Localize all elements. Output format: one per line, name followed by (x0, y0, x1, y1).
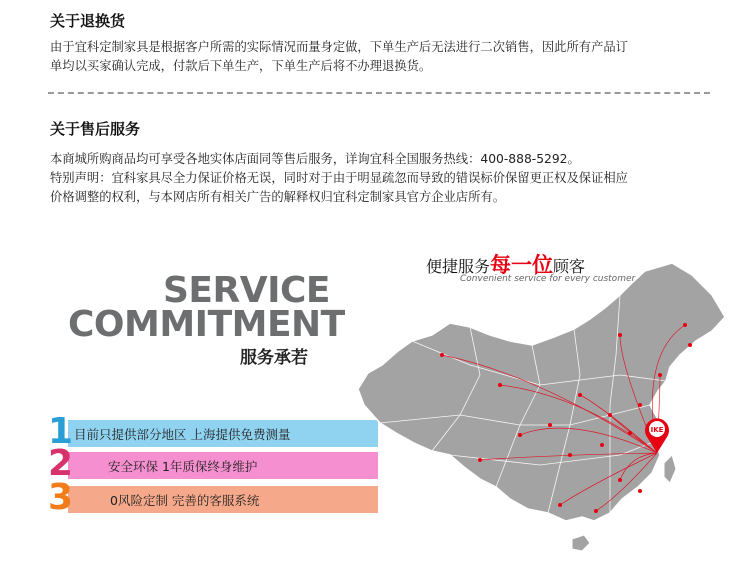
after-sales-title: 关于售后服务 (50, 120, 141, 138)
taiwan-island-shape (664, 455, 676, 483)
hainan-island-shape (572, 535, 590, 551)
return-policy-line: 单均以买家确认完成，付款后下单生产，下单生产后将不办理退换货。 (50, 59, 432, 73)
city-dot (600, 443, 604, 447)
commitment-number: 2 (48, 443, 74, 484)
commitment-number: 1 (48, 411, 74, 452)
section-divider (48, 92, 710, 94)
china-service-map (320, 255, 750, 588)
city-dot (608, 413, 612, 417)
city-dot (618, 333, 622, 337)
city-dot (638, 403, 642, 407)
after-sales-line: 本商城所购商品均可享受各地实体店面同等售后服务，详询宜科全国服务热线：400-888-5292。 (50, 152, 580, 166)
commitment-text: 安全环保 1年质保终身维护 (108, 459, 258, 474)
city-dot (498, 383, 502, 387)
return-policy-text (50, 38, 710, 76)
city-dot (518, 433, 522, 437)
city-dot (478, 458, 482, 462)
city-dot (658, 373, 662, 377)
map-subtitle: Convenient service for every customer (460, 274, 636, 284)
map-title-post: 顾客 (553, 257, 586, 276)
after-sales-line: 价格调整的权利，与本网店所有相关广告的解释权归宜科定制家具官方企业店所有。 (50, 190, 505, 204)
city-dot (578, 393, 582, 397)
city-dot (558, 503, 562, 507)
commitment-text: 目前只提供部分地区 上海提供免费测量 (74, 427, 291, 442)
city-dot (628, 431, 632, 435)
city-dot (548, 423, 552, 427)
after-sales-line: 特别声明：宜科家具尽全力保证价格无误，同时对于由于明显疏忽而导致的错误标价保留更正权及保证相应 (50, 171, 628, 185)
pin-label: IKE (650, 426, 664, 434)
commitment-text: 0风险定制 完善的客服系统 (110, 493, 260, 508)
city-dot (618, 478, 622, 482)
city-dot (594, 509, 598, 513)
city-dot (568, 453, 572, 457)
service-heading-cn: 服务承若 (240, 348, 308, 368)
city-dot (638, 489, 642, 493)
service-heading-line2: COMMITMENT (68, 304, 345, 345)
commitment-number: 3 (48, 477, 74, 518)
service-heading-line1: SERVICE (162, 270, 330, 311)
after-sales-text (50, 150, 710, 207)
city-dot (688, 343, 692, 347)
return-policy-title: 关于退换货 (50, 12, 126, 30)
return-policy-line: 由于宜科定制家具是根据客户所需的实际情况而量身定做，下单生产后无法进行二次销售，因此所有产品订 (50, 40, 628, 54)
map-title-pre: 便捷服务 (426, 257, 491, 276)
map-title-highlight: 每一位 (490, 253, 554, 277)
city-dot (440, 353, 444, 357)
city-dot (683, 323, 687, 327)
